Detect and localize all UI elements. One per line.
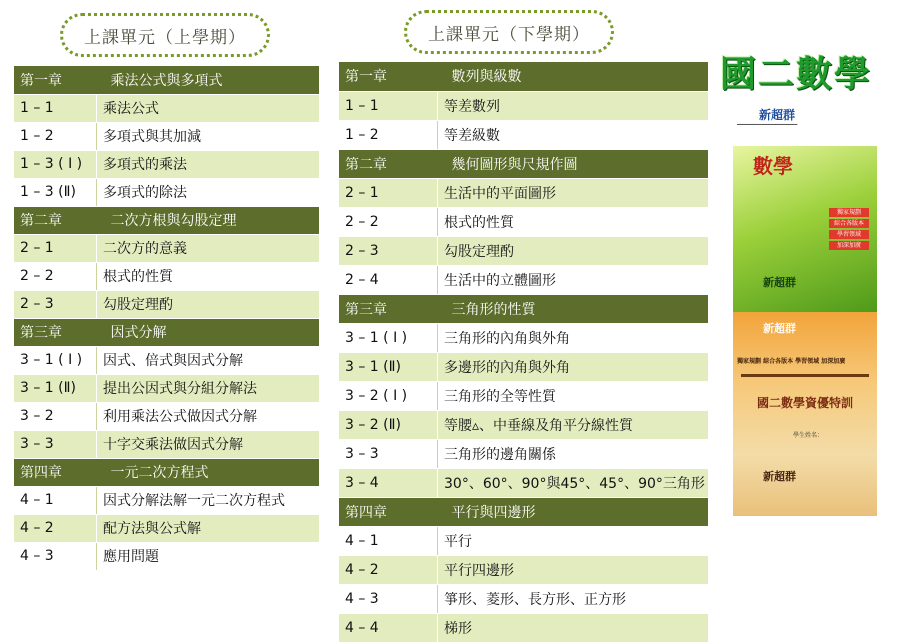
lesson-number: 2 – 3 xyxy=(339,236,438,265)
lesson-row xyxy=(14,374,319,402)
lesson-row xyxy=(339,352,708,381)
lesson-row xyxy=(14,178,319,206)
cover-title: 數學 xyxy=(753,154,793,178)
lesson-row xyxy=(339,207,708,236)
lesson-number: 2 – 1 xyxy=(14,234,97,262)
lesson-number: 1 – 1 xyxy=(14,94,97,122)
chapter-header-row xyxy=(14,458,319,486)
chapter-number: 第一章 xyxy=(339,62,438,91)
lesson-number: 3 – 2 ( Ⅰ ) xyxy=(339,381,438,410)
cover-divider xyxy=(741,374,869,377)
chapter-header-row xyxy=(339,149,708,178)
lesson-title: 根式的性質 xyxy=(438,207,709,236)
lesson-title: 生活中的立體圖形 xyxy=(438,265,709,294)
cover-tag: 綜合各版本 xyxy=(829,219,869,228)
lesson-number: 3 – 3 xyxy=(14,430,97,458)
lesson-title: 應用問題 xyxy=(97,542,320,570)
chapter-title: 一元二次方程式 xyxy=(97,458,320,486)
lesson-number: 1 – 3 (Ⅱ) xyxy=(14,178,97,206)
lesson-number: 3 – 1 (Ⅱ) xyxy=(339,352,438,381)
lesson-number: 3 – 2 (Ⅱ) xyxy=(339,410,438,439)
lesson-title: 生活中的平面圖形 xyxy=(438,178,709,207)
lesson-row xyxy=(14,122,319,150)
lesson-number: 2 – 2 xyxy=(339,207,438,236)
lesson-title: 平行四邊形 xyxy=(438,555,709,584)
lesson-number: 1 – 2 xyxy=(14,122,97,150)
lesson-row xyxy=(14,542,319,570)
lesson-number: 4 – 2 xyxy=(339,555,438,584)
lesson-number: 3 – 4 xyxy=(339,468,438,497)
lesson-title: 多邊形的內角與外角 xyxy=(438,352,709,381)
chapter-title: 乘法公式與多項式 xyxy=(97,66,320,94)
lesson-row xyxy=(339,178,708,207)
chapter-header-row xyxy=(339,294,708,323)
cover-tag: 加深加廣 xyxy=(829,241,869,250)
lesson-title: 二次方的意義 xyxy=(97,234,320,262)
lesson-row xyxy=(14,94,319,122)
cover-school-name: 新超群 xyxy=(763,276,796,289)
lesson-number: 1 – 2 xyxy=(339,120,438,149)
cover-school-name-2: 新超群 xyxy=(763,470,796,483)
chapter-number: 第三章 xyxy=(14,318,97,346)
lesson-row xyxy=(339,323,708,352)
chapter-number: 第四章 xyxy=(339,497,438,526)
lesson-title: 勾股定理酌 xyxy=(438,236,709,265)
lesson-row xyxy=(339,120,708,149)
mid-semester-title: 上課單元（下學期） xyxy=(404,10,614,54)
first-semester-table xyxy=(14,66,319,571)
lesson-row xyxy=(339,236,708,265)
lesson-title: 因式、倍式與因式分解 xyxy=(97,346,320,374)
lesson-number: 4 – 3 xyxy=(339,584,438,613)
lesson-number: 2 – 2 xyxy=(14,262,97,290)
chapter-number: 第三章 xyxy=(339,294,438,323)
lesson-number: 2 – 4 xyxy=(339,265,438,294)
lesson-number: 3 – 1 ( Ⅰ ) xyxy=(14,346,97,374)
lesson-row xyxy=(339,381,708,410)
cover-tag: 學習領域 xyxy=(829,230,869,239)
lesson-number: 4 – 4 xyxy=(339,613,438,642)
cover-address-line: ━━━━━━━━━━━━━━━━━━━━ xyxy=(737,122,798,128)
chapter-number: 第二章 xyxy=(339,149,438,178)
lesson-title: 等腰▵、中垂線及角平分線性質 xyxy=(438,410,709,439)
chapter-title: 平行與四邊形 xyxy=(438,497,709,526)
cover-subtitle: 國二數學資優特訓 xyxy=(756,396,853,410)
chapter-title: 因式分解 xyxy=(97,318,320,346)
lesson-row xyxy=(14,402,319,430)
lesson-number: 3 – 2 xyxy=(14,402,97,430)
cover-tag: 獨家規劃 xyxy=(829,208,869,217)
lesson-title: 30°、60°、90°與45°、45°、90°三角形 xyxy=(438,468,709,497)
lesson-row xyxy=(14,290,319,318)
lesson-row xyxy=(339,410,708,439)
lesson-title: 三角形的邊角關係 xyxy=(438,439,709,468)
lesson-title: 乘法公式 xyxy=(97,94,320,122)
cover-orange-section xyxy=(733,312,877,516)
lesson-row xyxy=(339,91,708,120)
lesson-title: 多項式的除法 xyxy=(97,178,320,206)
student-name-label: 學生姓名： xyxy=(793,432,824,439)
lesson-number: 4 – 3 xyxy=(14,542,97,570)
chapter-title: 幾何圖形與尺規作圖 xyxy=(438,149,709,178)
lesson-number: 3 – 3 xyxy=(339,439,438,468)
chapter-number: 第二章 xyxy=(14,206,97,234)
chapter-title: 三角形的性質 xyxy=(438,294,709,323)
lesson-row xyxy=(339,584,708,613)
lesson-number: 4 – 1 xyxy=(339,526,438,555)
lesson-title: 多項式與其加減 xyxy=(97,122,320,150)
lesson-title: 勾股定理酌 xyxy=(97,290,320,318)
cover-header xyxy=(733,100,877,146)
chapter-header-row xyxy=(14,318,319,346)
lesson-title: 十字交乘法做因式分解 xyxy=(97,430,320,458)
chapter-number: 第一章 xyxy=(14,66,97,94)
lesson-row xyxy=(339,613,708,642)
lesson-title: 三角形的內角與外角 xyxy=(438,323,709,352)
lesson-row xyxy=(14,486,319,514)
lesson-title: 箏形、菱形、長方形、正方形 xyxy=(438,584,709,613)
lesson-title: 根式的性質 xyxy=(97,262,320,290)
chapter-header-row xyxy=(14,206,319,234)
book-cover-image xyxy=(733,100,877,516)
lesson-number: 4 – 2 xyxy=(14,514,97,542)
lesson-row xyxy=(14,234,319,262)
lesson-number: 3 – 1 ( Ⅰ ) xyxy=(339,323,438,352)
lesson-row xyxy=(339,265,708,294)
lesson-title: 配方法與公式解 xyxy=(97,514,320,542)
cover-logo-2: 新超群 xyxy=(763,322,796,335)
lesson-title: 梯形 xyxy=(438,613,709,642)
lesson-row xyxy=(14,150,319,178)
lesson-title: 利用乘法公式做因式分解 xyxy=(97,402,320,430)
lesson-number: 1 – 1 xyxy=(339,91,438,120)
lesson-number: 1 – 3 ( Ⅰ ) xyxy=(14,150,97,178)
lesson-title: 三角形的全等性質 xyxy=(438,381,709,410)
lesson-number: 2 – 3 xyxy=(14,290,97,318)
lesson-number: 4 – 1 xyxy=(14,486,97,514)
chapter-number: 第四章 xyxy=(14,458,97,486)
second-semester-table xyxy=(339,62,708,643)
lesson-number: 3 – 1 (Ⅱ) xyxy=(14,374,97,402)
lesson-number: 2 – 1 xyxy=(339,178,438,207)
cover-green-section xyxy=(733,146,877,312)
cover-logo: 新超群 xyxy=(759,108,796,122)
chapter-title: 二次方根與勾股定理 xyxy=(97,206,320,234)
lesson-row xyxy=(14,514,319,542)
lesson-row xyxy=(339,555,708,584)
chapter-header-row xyxy=(339,497,708,526)
lesson-row xyxy=(14,262,319,290)
lesson-row xyxy=(339,468,708,497)
chapter-header-row xyxy=(339,62,708,91)
lesson-row xyxy=(14,346,319,374)
cover-motto: 獨家規劃 綜合各版本 學習領域 加深加廣 xyxy=(737,358,846,365)
chapter-header-row xyxy=(14,66,319,94)
lesson-title: 多項式的乘法 xyxy=(97,150,320,178)
lesson-title: 提出公因式與分組分解法 xyxy=(97,374,320,402)
lesson-row xyxy=(339,439,708,468)
lesson-row xyxy=(339,526,708,555)
lesson-row xyxy=(14,430,319,458)
chapter-title: 數列與級數 xyxy=(438,62,709,91)
lesson-title: 因式分解法解一元二次方程式 xyxy=(97,486,320,514)
lesson-title: 等差級數 xyxy=(438,120,709,149)
lesson-title: 等差數列 xyxy=(438,91,709,120)
lesson-title: 平行 xyxy=(438,526,709,555)
brand-title: 國二數學 xyxy=(720,54,873,95)
left-semester-title: 上課單元（上學期） xyxy=(60,13,270,57)
